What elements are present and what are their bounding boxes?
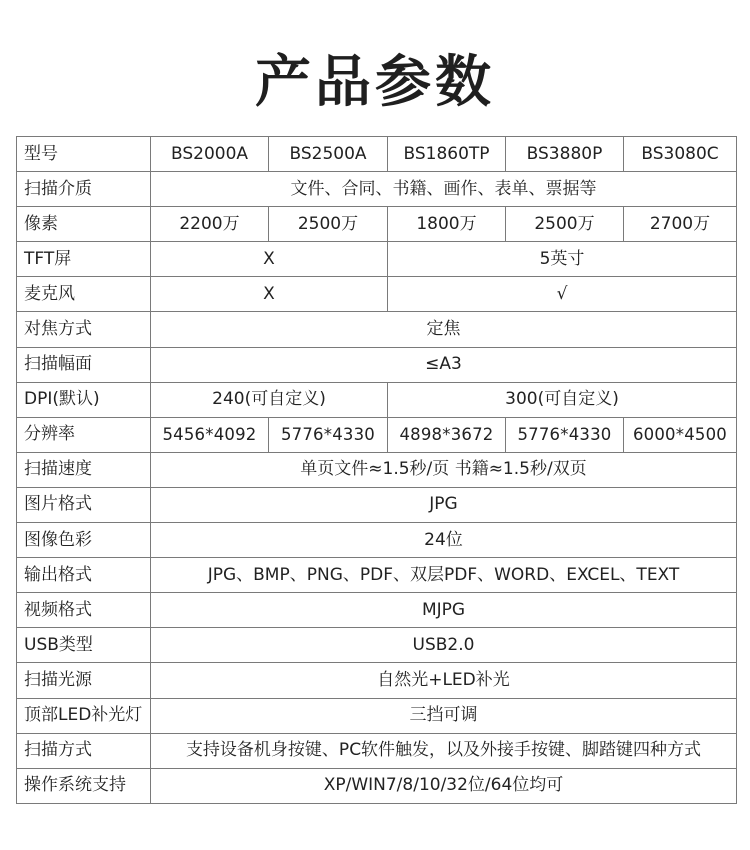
- resolution-cell: 5776*4330: [269, 417, 388, 452]
- pixels-cell: 2200万: [151, 207, 269, 242]
- pixels-cell: 2500万: [506, 207, 624, 242]
- row-scan-mode: [17, 733, 737, 768]
- value-scan-size: ≤A3: [151, 347, 737, 382]
- label-scan-size: 扫描幅面: [17, 347, 151, 382]
- value-scan-mode: 支持设备机身按键、PC软件触发，以及外接手按键、脚踏键四种方式: [151, 733, 737, 768]
- resolution-cell: 5776*4330: [506, 417, 624, 452]
- product-params-table: [16, 136, 737, 804]
- value-video-format: MJPG: [151, 593, 737, 628]
- pixels-cell: 1800万: [388, 207, 506, 242]
- value-tft-group-a: X: [151, 242, 388, 277]
- value-mic-group-b: √: [388, 277, 737, 312]
- page-title: 产品参数: [255, 50, 495, 115]
- value-dpi-group-b: 300(可自定义): [388, 382, 737, 417]
- row-output-format: [17, 558, 737, 593]
- row-color-depth: [17, 523, 737, 558]
- value-focus: 定焦: [151, 312, 737, 347]
- label-top-led: 顶部LED补光灯: [17, 698, 151, 733]
- pixels-cell: 2500万: [269, 207, 388, 242]
- row-image-format: [17, 487, 737, 522]
- label-scan-mode: 扫描方式: [17, 733, 151, 768]
- value-color-depth: 24位: [151, 523, 737, 558]
- row-light-source: [17, 663, 737, 698]
- label-model: 型号: [17, 137, 151, 172]
- label-image-format: 图片格式: [17, 487, 151, 522]
- model-cell: BS2000A: [151, 137, 269, 172]
- row-scan-media: [17, 172, 737, 207]
- label-resolution: 分辨率: [17, 417, 151, 452]
- resolution-cell: 5456*4092: [151, 417, 269, 452]
- row-scan-speed: [17, 452, 737, 487]
- resolution-cell: 6000*4500: [624, 417, 737, 452]
- row-scan-size: [17, 347, 737, 382]
- row-model: [17, 137, 737, 172]
- row-video-format: [17, 593, 737, 628]
- label-color-depth: 图像色彩: [17, 523, 151, 558]
- model-cell: BS3880P: [506, 137, 624, 172]
- value-mic-group-a: X: [151, 277, 388, 312]
- value-light-source: 自然光+LED补光: [151, 663, 737, 698]
- model-cell: BS2500A: [269, 137, 388, 172]
- pixels-cell: 2700万: [624, 207, 737, 242]
- value-os-support: XP/WIN7/8/10/32位/64位均可: [151, 768, 737, 803]
- row-mic: [17, 277, 737, 312]
- value-image-format: JPG: [151, 487, 737, 522]
- model-cell: BS1860TP: [388, 137, 506, 172]
- label-focus: 对焦方式: [17, 312, 151, 347]
- label-video-format: 视频格式: [17, 593, 151, 628]
- resolution-cell: 4898*3672: [388, 417, 506, 452]
- label-usb: USB类型: [17, 628, 151, 663]
- row-resolution: [17, 417, 737, 452]
- row-dpi: [17, 382, 737, 417]
- row-pixels: [17, 207, 737, 242]
- value-usb: USB2.0: [151, 628, 737, 663]
- label-light-source: 扫描光源: [17, 663, 151, 698]
- value-dpi-group-a: 240(可自定义): [151, 382, 388, 417]
- value-output-format: JPG、BMP、PNG、PDF、双层PDF、WORD、EXCEL、TEXT: [151, 558, 737, 593]
- label-os-support: 操作系统支持: [17, 768, 151, 803]
- row-top-led: [17, 698, 737, 733]
- label-mic: 麦克风: [17, 277, 151, 312]
- model-cell: BS3080C: [624, 137, 737, 172]
- row-os-support: [17, 768, 737, 803]
- value-top-led: 三挡可调: [151, 698, 737, 733]
- row-tft: [17, 242, 737, 277]
- value-scan-media: 文件、合同、书籍、画作、表单、票据等: [151, 172, 737, 207]
- label-scan-speed: 扫描速度: [17, 452, 151, 487]
- value-tft-group-b: 5英寸: [388, 242, 737, 277]
- label-scan-media: 扫描介质: [17, 172, 151, 207]
- row-usb: [17, 628, 737, 663]
- row-focus: [17, 312, 737, 347]
- label-output-format: 输出格式: [17, 558, 151, 593]
- value-scan-speed: 单页文件≈1.5秒/页 书籍≈1.5秒/双页: [151, 452, 737, 487]
- label-dpi: DPI(默认): [17, 382, 151, 417]
- label-tft: TFT屏: [17, 242, 151, 277]
- label-pixels: 像素: [17, 207, 151, 242]
